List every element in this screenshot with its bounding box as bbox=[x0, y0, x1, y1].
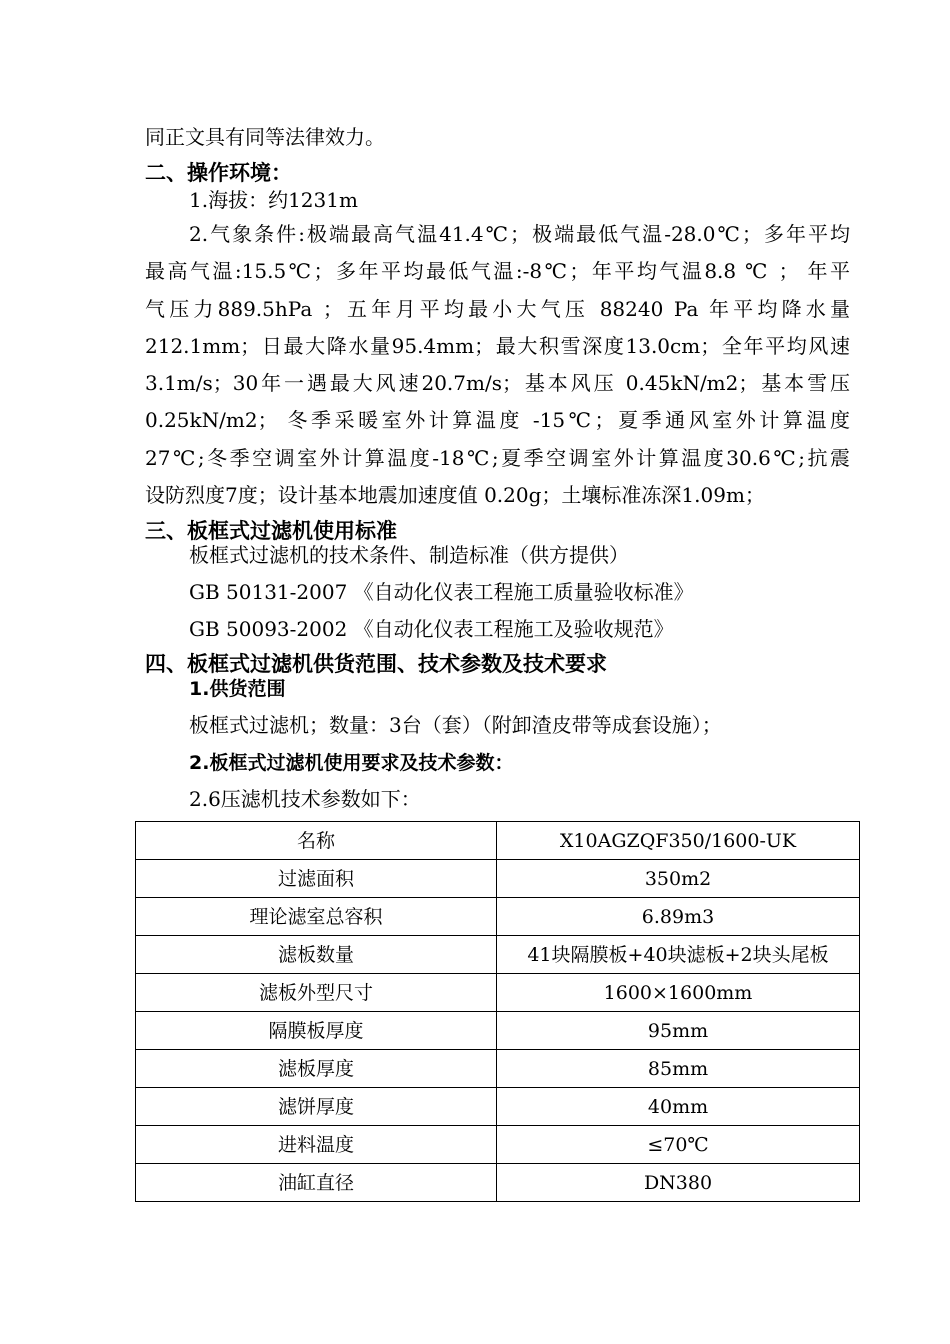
body-line: 同正文具有同等法律效力。 bbox=[145, 125, 385, 149]
body-line: 设防烈度7度；设计基本地震加速度值 0.20g；土壤标准冻深1.09m； bbox=[145, 483, 765, 507]
table-row bbox=[136, 1012, 860, 1050]
parameter-name: 进料温度 bbox=[136, 1126, 497, 1164]
parameter-name: 滤板外型尺寸 bbox=[136, 974, 497, 1012]
table-row bbox=[136, 1126, 860, 1164]
standard-reference: GB 50131-2007 《自动化仪表工程施工质量验收标准》 bbox=[189, 580, 694, 604]
parameter-value: ≤70℃ bbox=[497, 1126, 860, 1164]
body-line: 气压力889.5hPa ；五年月平均最小大气压 88240 Pa 年平均降水量 bbox=[145, 297, 850, 321]
parameter-value: DN380 bbox=[497, 1164, 860, 1202]
parameter-value: 40mm bbox=[497, 1088, 860, 1126]
table-row bbox=[136, 974, 860, 1012]
body-line: 板框式过滤机的技术条件、制造标准（供方提供） bbox=[189, 543, 629, 567]
table-row bbox=[136, 898, 860, 936]
parameter-name: 隔膜板厚度 bbox=[136, 1012, 497, 1050]
parameter-value: 85mm bbox=[497, 1050, 860, 1088]
parameter-name: 理论滤室总容积 bbox=[136, 898, 497, 936]
body-line: 3.1m/s；30年一遇最大风速20.7m/s；基本风压 0.45kN/m2；基本雪压 bbox=[145, 371, 850, 395]
table-row bbox=[136, 860, 860, 898]
body-line: 27℃;冬季空调室外计算温度-18℃;夏季空调室外计算温度30.6℃;抗震 bbox=[145, 446, 850, 470]
table-row bbox=[136, 1050, 860, 1088]
body-line: 212.1mm；日最大降水量95.4mm；最大积雪深度13.0cm；全年平均风速 bbox=[145, 334, 850, 358]
parameter-name: 名称 bbox=[136, 822, 497, 860]
section-heading: 三、板框式过滤机使用标准 bbox=[145, 519, 397, 543]
parameter-value: 6.89m3 bbox=[497, 898, 860, 936]
parameter-name: 油缸直径 bbox=[136, 1164, 497, 1202]
body-line: 板框式过滤机；数量：3台（套）（附卸渣皮带等成套设施）； bbox=[189, 713, 722, 737]
parameter-table bbox=[135, 821, 860, 1202]
parameter-name: 过滤面积 bbox=[136, 860, 497, 898]
section-heading: 二、操作环境： bbox=[145, 161, 292, 185]
table-row bbox=[136, 936, 860, 974]
parameter-name: 滤板厚度 bbox=[136, 1050, 497, 1088]
table-row bbox=[136, 1088, 860, 1126]
sub-heading: 1.供货范围 bbox=[189, 678, 286, 700]
parameter-value: 41块隔膜板+40块滤板+2块头尾板 bbox=[497, 936, 860, 974]
parameter-name: 滤饼厚度 bbox=[136, 1088, 497, 1126]
table-row bbox=[136, 822, 860, 860]
sub-heading: 2.板框式过滤机使用要求及技术参数： bbox=[189, 752, 514, 774]
standard-reference: GB 50093-2002 《自动化仪表工程施工及验收规范》 bbox=[189, 617, 674, 641]
parameter-value: 350m2 bbox=[497, 860, 860, 898]
body-line: 1.海拔：约1231m bbox=[189, 188, 358, 212]
parameter-value: 95mm bbox=[497, 1012, 860, 1050]
parameter-value: X10AGZQF350/1600-UK bbox=[497, 822, 860, 860]
table-row bbox=[136, 1164, 860, 1202]
body-line: 2.气象条件:极端最高气温41.4℃；极端最低气温-28.0℃；多年平均 bbox=[189, 222, 850, 246]
parameter-value: 1600×1600mm bbox=[497, 974, 860, 1012]
body-line: 最高气温:15.5℃；多年平均最低气温:-8℃；年平均气温8.8 ℃ ； 年平 bbox=[145, 259, 850, 283]
parameter-name: 滤板数量 bbox=[136, 936, 497, 974]
section-heading: 四、板框式过滤机供货范围、技术参数及技术要求 bbox=[145, 652, 607, 676]
body-line: 2.6压滤机技术参数如下： bbox=[189, 787, 421, 811]
body-line: 0.25kN/m2； 冬季采暖室外计算温度 -15℃；夏季通风室外计算温度 bbox=[145, 408, 850, 432]
